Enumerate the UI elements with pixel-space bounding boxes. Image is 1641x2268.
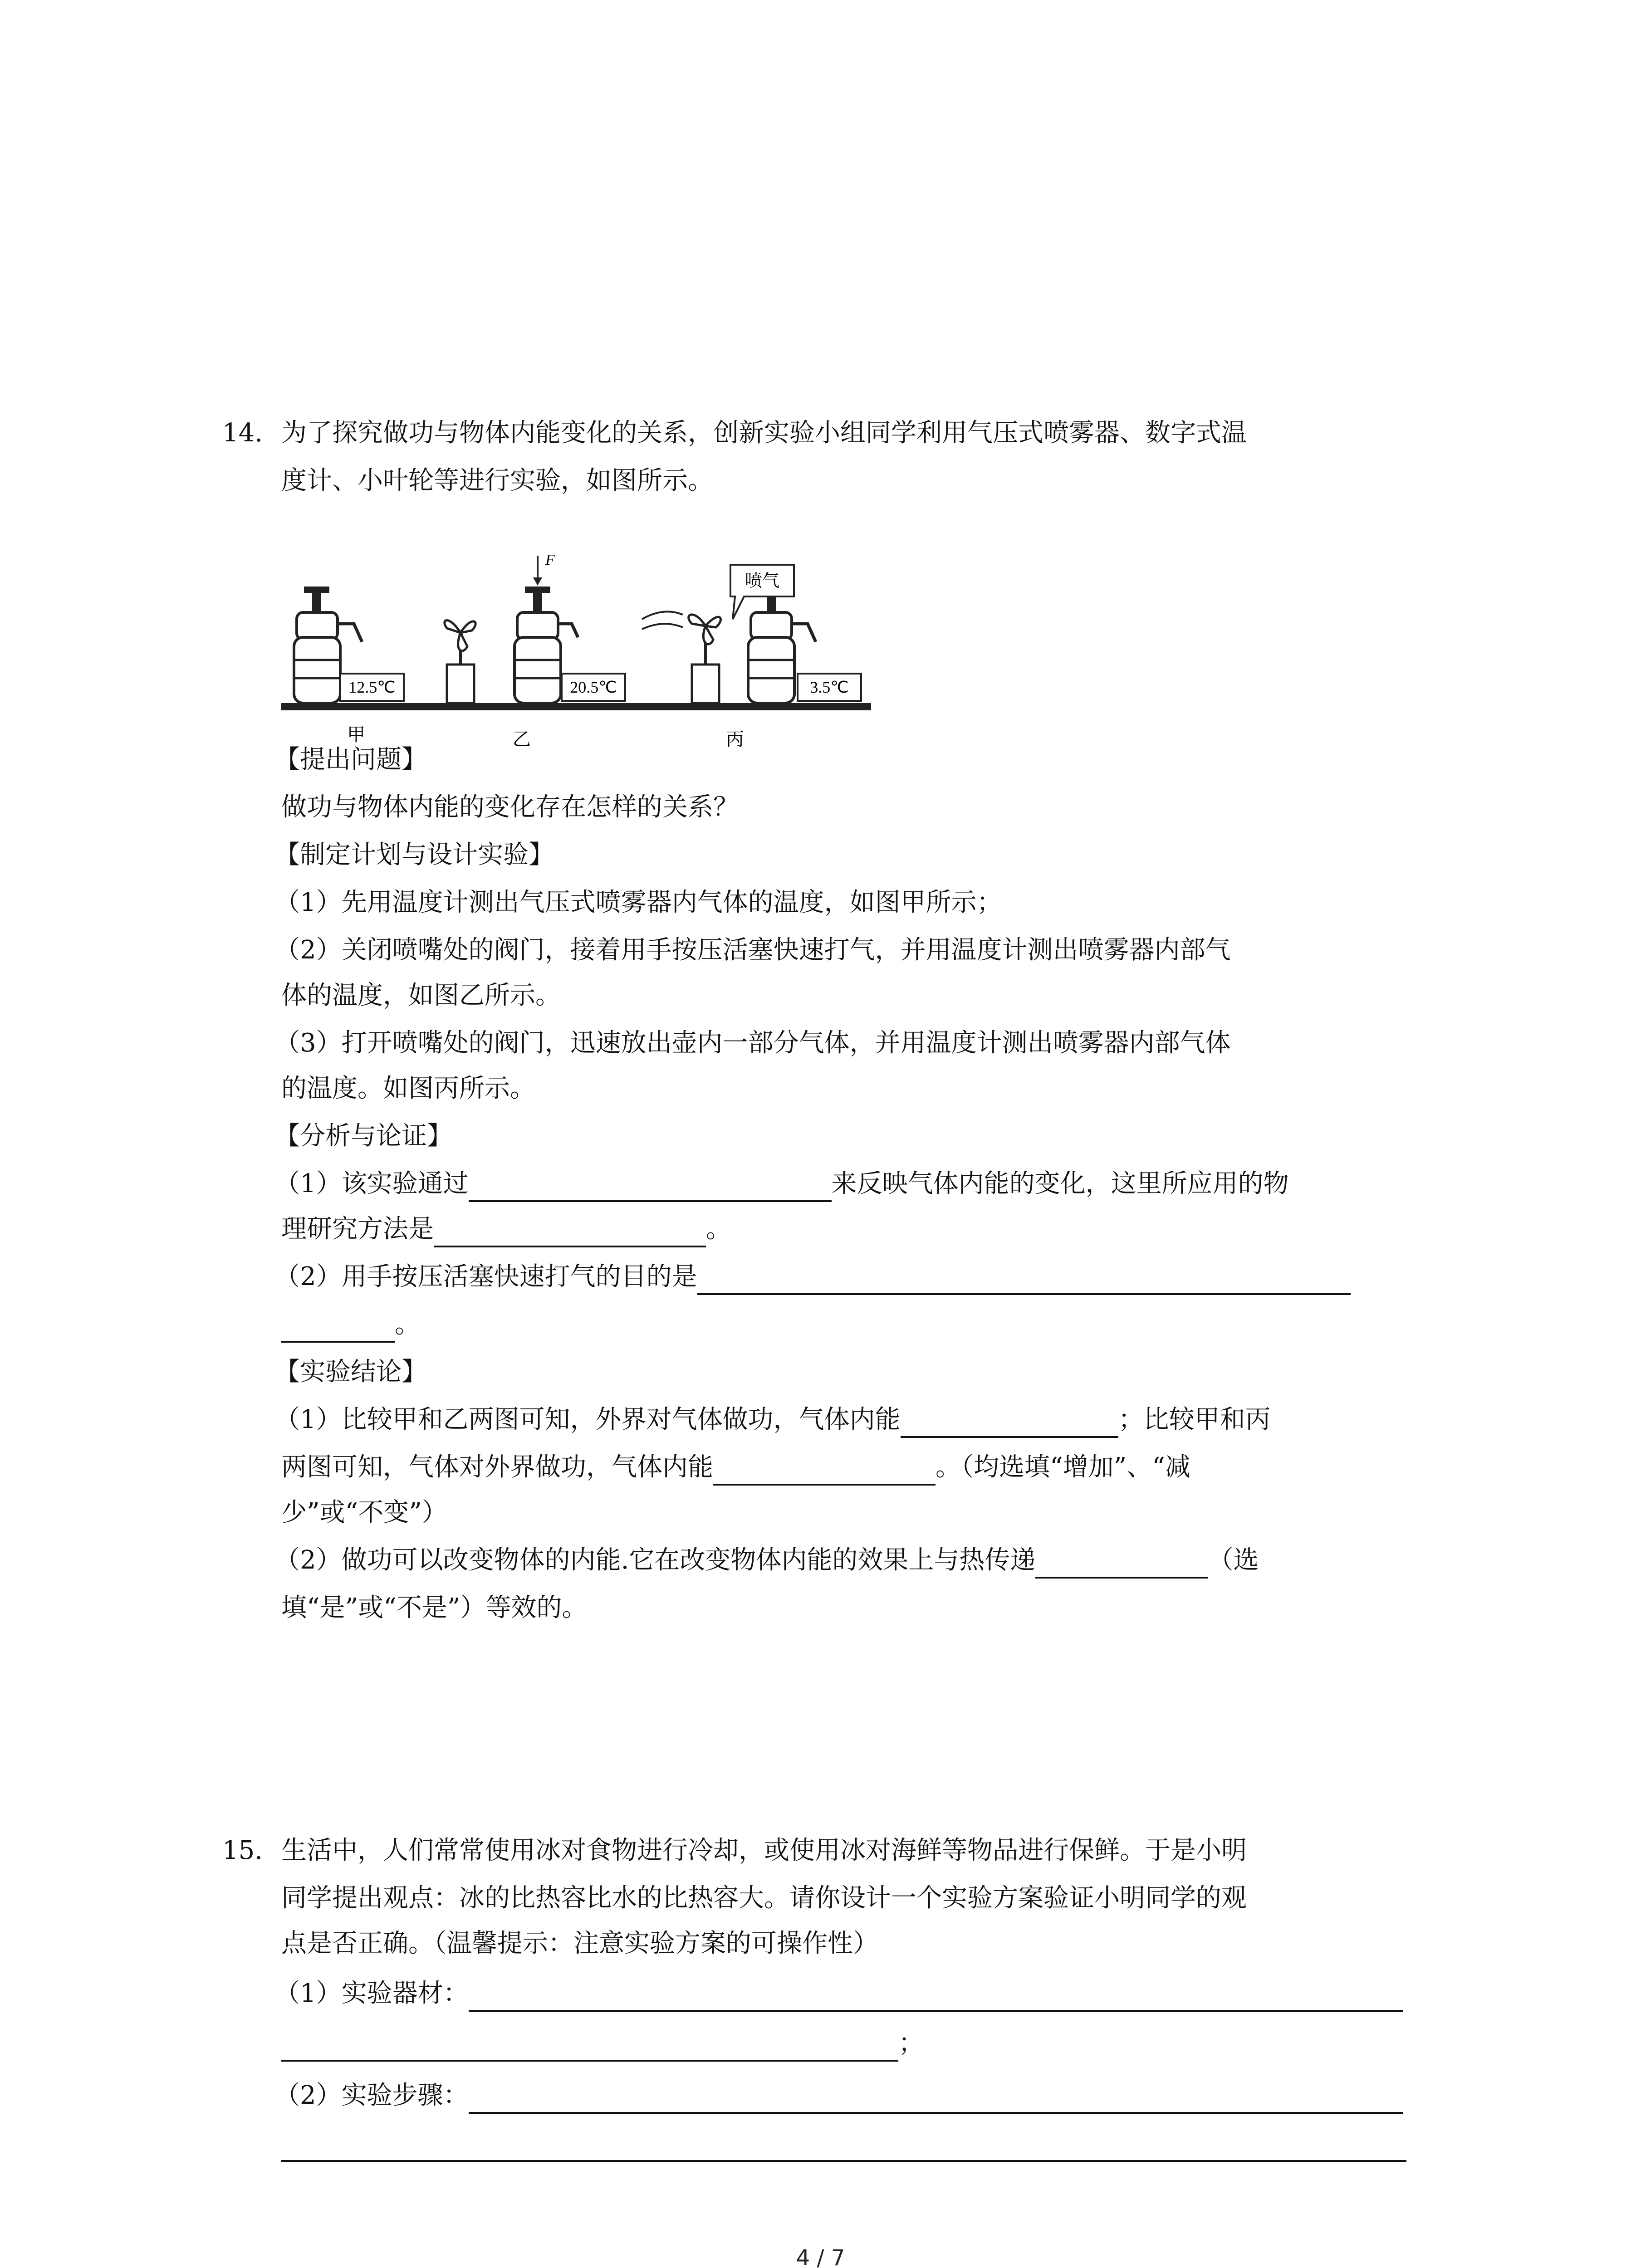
plan-step-1: （1）先用温度计测出气压式喷雾器内气体的温度，如图甲所示； (274, 888, 1002, 917)
q15-steps-line (274, 2077, 1403, 2114)
force-label: F (545, 552, 555, 568)
heading-plan: 【制定计划与设计实验】 (274, 840, 554, 870)
analysis-1-line-1 (274, 1166, 1289, 1202)
conclusion-2-suffix: （选 (1208, 1545, 1259, 1575)
callout-text: 喷气 (745, 571, 780, 591)
answer-blank-a2-cont[interactable] (281, 1313, 395, 1343)
answer-blank-steps[interactable] (469, 2084, 1403, 2114)
answer-blank-equipment-cont[interactable] (281, 2032, 898, 2062)
figure-label-c: 丙 (726, 729, 744, 750)
answer-blank-a1-method[interactable] (434, 1217, 706, 1247)
conclusion-1-suffix: ；比较甲和丙 (1118, 1405, 1271, 1434)
answer-blank-a2[interactable] (697, 1265, 1351, 1295)
heading-question: 【提出问题】 (274, 745, 427, 774)
figure-label-b: 乙 (513, 729, 531, 750)
analysis-2-prefix: （2）用手按压活塞快速打气的目的是 (274, 1262, 697, 1291)
plan-step-2-line-1: （2）关闭喷嘴处的阀门，接着用手按压活塞快速打气，并用温度计测出喷雾器内部气 (274, 935, 1231, 965)
analysis-2-end: 。 (395, 1310, 420, 1339)
analysis-1-suffix: 来反映气体内能的变化，这里所应用的物 (831, 1169, 1289, 1198)
conclusion-2-line-1 (274, 1542, 1259, 1579)
heading-analysis: 【分析与论证】 (274, 1121, 452, 1151)
question-number-15: 15. (222, 1836, 263, 1865)
answer-blank-c1b[interactable] (713, 1456, 936, 1486)
q14-intro-line-1: 为了探究做功与物体内能变化的关系，创新实验小组同学利用气压式喷雾器、数字式温 (281, 418, 1247, 448)
answer-blank-a1[interactable] (469, 1172, 832, 1202)
plan-step-3-line-2: 的温度。如图丙所示。 (281, 1074, 535, 1103)
answer-blank-c2[interactable] (1035, 1549, 1208, 1579)
heading-conclusion: 【实验结论】 (274, 1357, 427, 1387)
conclusion-1-line2-suffix: 。（均选填“增加”、“减 (936, 1452, 1190, 1482)
figure-label-a: 甲 (347, 724, 365, 745)
q15-equipment-line (274, 1975, 1403, 2012)
conclusion-2-line-2: 填“是”或“不是”）等效的。 (281, 1593, 588, 1623)
conclusion-1-prefix: （1）比较甲和乙两图可知，外界对气体做功，气体内能 (274, 1405, 901, 1434)
conclusion-1-line2-prefix: 两图可知，气体对外界做功，气体内能 (281, 1452, 713, 1482)
question-text: 做功与物体内能的变化存在怎样的关系？ (281, 792, 739, 822)
q15-equipment-line-2 (281, 2025, 924, 2062)
force-arrow-head (533, 577, 542, 586)
air-stream-2 (642, 624, 683, 629)
q15-intro-line-1: 生活中，人们常常使用冰对食物进行冷却，或使用冰对海鲜等物品进行保鲜。于是小明 (281, 1836, 1247, 1865)
analysis-2-line-2 (281, 1306, 420, 1343)
answer-blank-steps-cont[interactable] (281, 2160, 1406, 2162)
steps-label: （2）实验步骤： (274, 2081, 469, 2110)
answer-blank-c1a[interactable] (901, 1408, 1118, 1438)
stand-c (692, 665, 719, 703)
q15-intro-line-3: 点是否正确。（温馨提示：注意实验方案的可操作性） (281, 1929, 878, 1958)
equipment-label: （1）实验器材： (274, 1979, 469, 2008)
experiment-figure (277, 547, 880, 755)
conclusion-2-prefix: （2）做功可以改变物体的内能.它在改变物体内能的效果上与热传递 (274, 1545, 1036, 1575)
analysis-1-line-2 (281, 1211, 731, 1247)
question-number-14: 14. (222, 418, 263, 448)
analysis-1-prefix: （1）该实验通过 (274, 1169, 469, 1198)
plan-step-2-line-2: 体的温度，如图乙所示。 (281, 981, 561, 1010)
q14-intro-line-2: 度计、小叶轮等进行实验，如图所示。 (281, 466, 713, 495)
temp-reading-a: 12.5℃ (348, 678, 396, 696)
analysis-1-line2-suffix: 。 (706, 1214, 731, 1244)
pinwheel-c (689, 615, 721, 665)
plan-step-3-line-1: （3）打开喷嘴处的阀门，迅速放出壶内一部分气体，并用温度计测出喷雾器内部气体 (274, 1028, 1231, 1058)
temp-reading-b: 20.5℃ (570, 678, 617, 696)
stand-b (447, 665, 474, 703)
q15-intro-line-2: 同学提出观点：冰的比热容比水的比热容大。请你设计一个实验方案验证小明同学的观 (281, 1883, 1247, 1913)
conclusion-1-line-1 (274, 1402, 1271, 1438)
pinwheel-b (445, 621, 475, 665)
air-stream-1 (642, 611, 683, 619)
conclusion-1-line-3: 少”或“不变”） (281, 1498, 447, 1527)
temp-reading-c: 3.5℃ (810, 678, 849, 696)
equipment-end: ； (898, 2028, 924, 2058)
answer-blank-equipment[interactable] (469, 1982, 1403, 2012)
page-number: 4 / 7 (796, 2245, 845, 2268)
conclusion-1-line-2 (281, 1449, 1190, 1486)
analysis-2-line-1 (274, 1259, 1351, 1295)
analysis-1-line2-prefix: 理研究方法是 (281, 1214, 434, 1244)
